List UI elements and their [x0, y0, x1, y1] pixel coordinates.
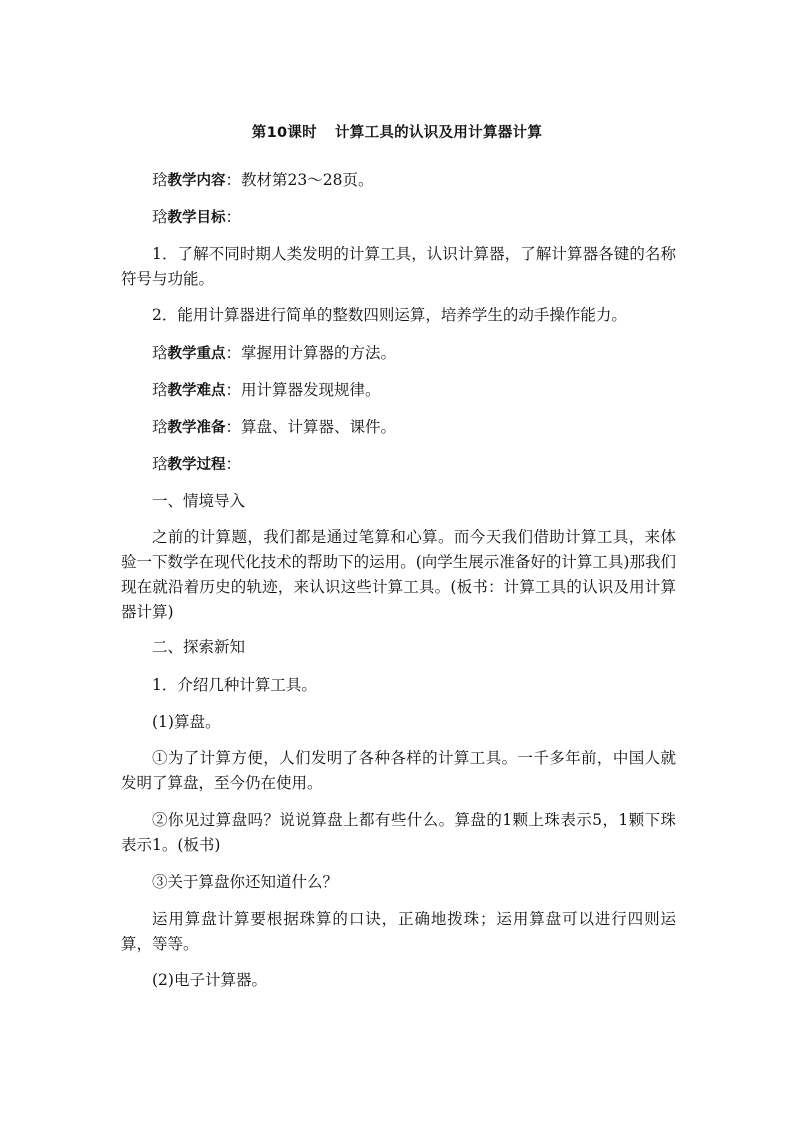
- process-paragraph: [121, 452, 676, 478]
- goals-paragraph: [121, 205, 676, 231]
- section-heading-1: 一、情境导入: [152, 492, 246, 510]
- key-label: 教学重点: [167, 346, 226, 362]
- key-text: ：掌握用计算器的方法。: [225, 344, 397, 362]
- subheading-abacus: (1)算盘。: [152, 713, 221, 731]
- prep-label: 教学准备: [167, 420, 226, 436]
- content-text: ：教材第23～28页。: [225, 171, 374, 189]
- abacus-point-1: ①为了计算方便，人们发明了各种各样的计算工具。一千多年前，中国人就发明了算盘，至今仍在使用。: [121, 749, 676, 792]
- goal-1: 1．了解不同时期人类发明的计算工具，认识计算器，了解计算器各键的名称符号与功能。: [121, 245, 676, 288]
- goal-2: 2．能用计算器进行简单的整数四则运算，培养学生的动手操作能力。: [152, 306, 627, 324]
- abacus-point-3: ③关于算盘你还知道什么？: [152, 873, 339, 891]
- content-paragraph: [121, 168, 676, 194]
- process-label: 教学过程: [167, 457, 226, 473]
- intro-paragraph: 之前的计算题，我们都是通过笔算和心算。而今天我们借助计算工具，来体验一下数学在现代化技术的帮助下的运用。(向学生展示准备好的计算工具)那我们现在就沿着历史的轨迹，来认识这些计算工具。(板书：计算工具的认识及用计算器计算): [121, 528, 676, 621]
- process-text: ：: [225, 455, 242, 473]
- lesson-topic: 计算工具的认识及用计算器计算: [334, 125, 543, 141]
- section-heading-2: 二、探索新知: [152, 638, 246, 656]
- bullet-glyph: 琀: [152, 208, 168, 226]
- difficult-label: 教学难点: [167, 383, 226, 399]
- preparation-paragraph: [121, 415, 676, 441]
- bullet-glyph: 琀: [152, 171, 168, 189]
- goals-text: ：: [225, 208, 242, 226]
- bullet-glyph: 琀: [152, 381, 168, 399]
- bullet-glyph: 琀: [152, 418, 168, 436]
- key-point-paragraph: [121, 341, 676, 367]
- content-label: 教学内容: [167, 173, 226, 189]
- goals-label: 教学目标: [167, 210, 226, 226]
- page-title: [0, 121, 794, 142]
- bullet-glyph: 琀: [152, 455, 168, 473]
- abacus-point-2: ②你见过算盘吗？说说算盘上都有些什么。算盘的1颗上珠表示5，1颗下珠表示1。(板书): [121, 811, 676, 854]
- bullet-glyph: 琀: [152, 344, 168, 362]
- difficult-text: ：用计算器发现规律。: [225, 381, 381, 399]
- abacus-point-4: 运用算盘计算要根据珠算的口诀，正确地拨珠；运用算盘可以进行四则运算，等等。: [121, 910, 676, 953]
- difficult-point-paragraph: [121, 378, 676, 404]
- subheading-calculator: (2)电子计算器。: [152, 971, 267, 989]
- lesson-number: 第10课时: [251, 125, 317, 141]
- prep-text: ：算盘、计算器、课件。: [225, 418, 397, 436]
- item-1: 1．介绍几种计算工具。: [152, 676, 317, 694]
